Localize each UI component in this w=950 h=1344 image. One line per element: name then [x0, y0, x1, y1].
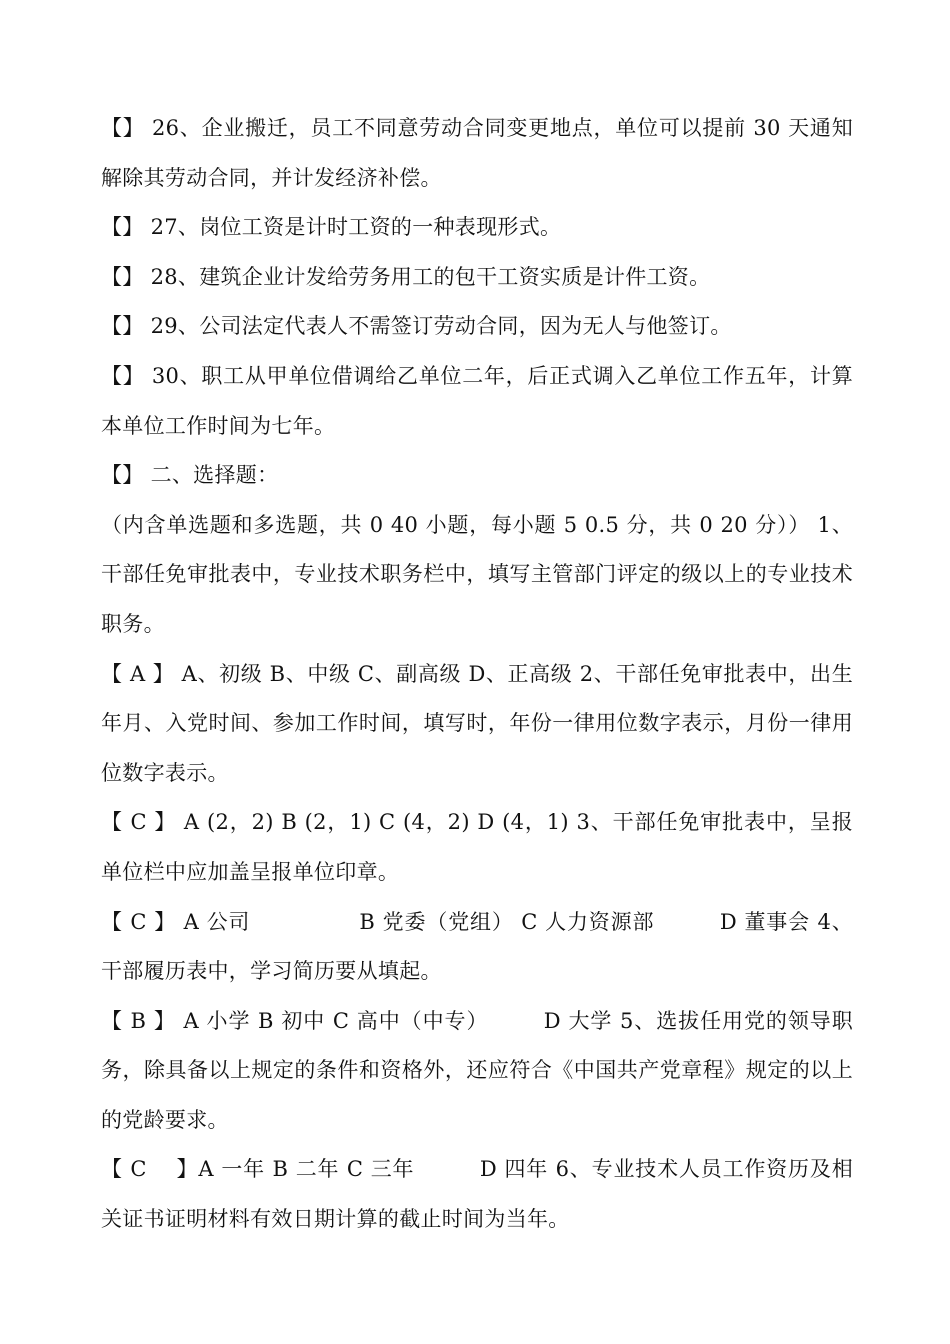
- paragraph-q30: 【】 30、职工从甲单位借调给乙单位二年，后正式调入乙单位工作五年，计算本单位工作时间为七年。: [101, 363, 853, 438]
- paragraph-choice-3: 【 C 】 A 公司 B 党委（党组） C 人力资源部 D 董事会 4、干部履历表中，学习简历要从填起。: [101, 909, 853, 984]
- paragraph-choice-2: 【 C 】 A (2，2) B (2，1) C (4，2) D (4，1) 3、干部任免审批表中，呈报单位栏中应加盖呈报单位印章。: [101, 810, 853, 884]
- paragraph-choice-1: 【 A 】 A、初级 B、中级 C、副高级 D、正高级 2、干部任免审批表中，出生年月、入党时间、参加工作时间，填写时，年份一律用位数字表示，月份一律用位数字表示。: [101, 661, 853, 785]
- document-page: [101, 104, 853, 1245]
- paragraph-choice-intro: （内含单选题和多选题，共 0 40 小题，每小题 5 0.5 分，共 0 20 分）） 1、干部任免审批表中，专业技术职务栏中，填写主管部门评定的级以上的专业技术职务。: [101, 512, 853, 636]
- paragraph-q26: 【】 26、企业搬迁，员工不同意劳动合同变更地点，单位可以提前 30 天通知解除其劳动合同，并计发经济补偿。: [101, 116, 853, 190]
- paragraph-choice-4: 【 B 】 A 小学 B 初中 C 高中（中专） D 大学 5、选拔任用党的领导职务，除具备以上规定的条件和资格外，还应符合《中国共产党章程》规定的以上的党龄要求。: [101, 1008, 853, 1132]
- section-heading-choice: 【】 二、选择题：: [101, 463, 279, 488]
- paragraph-q29: 【】 29、公司法定代表人不需签订劳动合同，因为无人与他签订。: [101, 314, 732, 339]
- paragraph-choice-5: 【 C 】A 一年 B 二年 C 三年 D 四年 6、专业技术人员工作资历及相关证书证明材料有效日期计算的截止时间为当年。: [101, 1157, 853, 1232]
- paragraph-q27: 【】 27、岗位工资是计时工资的一种表现形式。: [101, 215, 562, 240]
- paragraph-q28: 【】 28、建筑企业计发给劳务用工的包干工资实质是计件工资。: [101, 264, 711, 289]
